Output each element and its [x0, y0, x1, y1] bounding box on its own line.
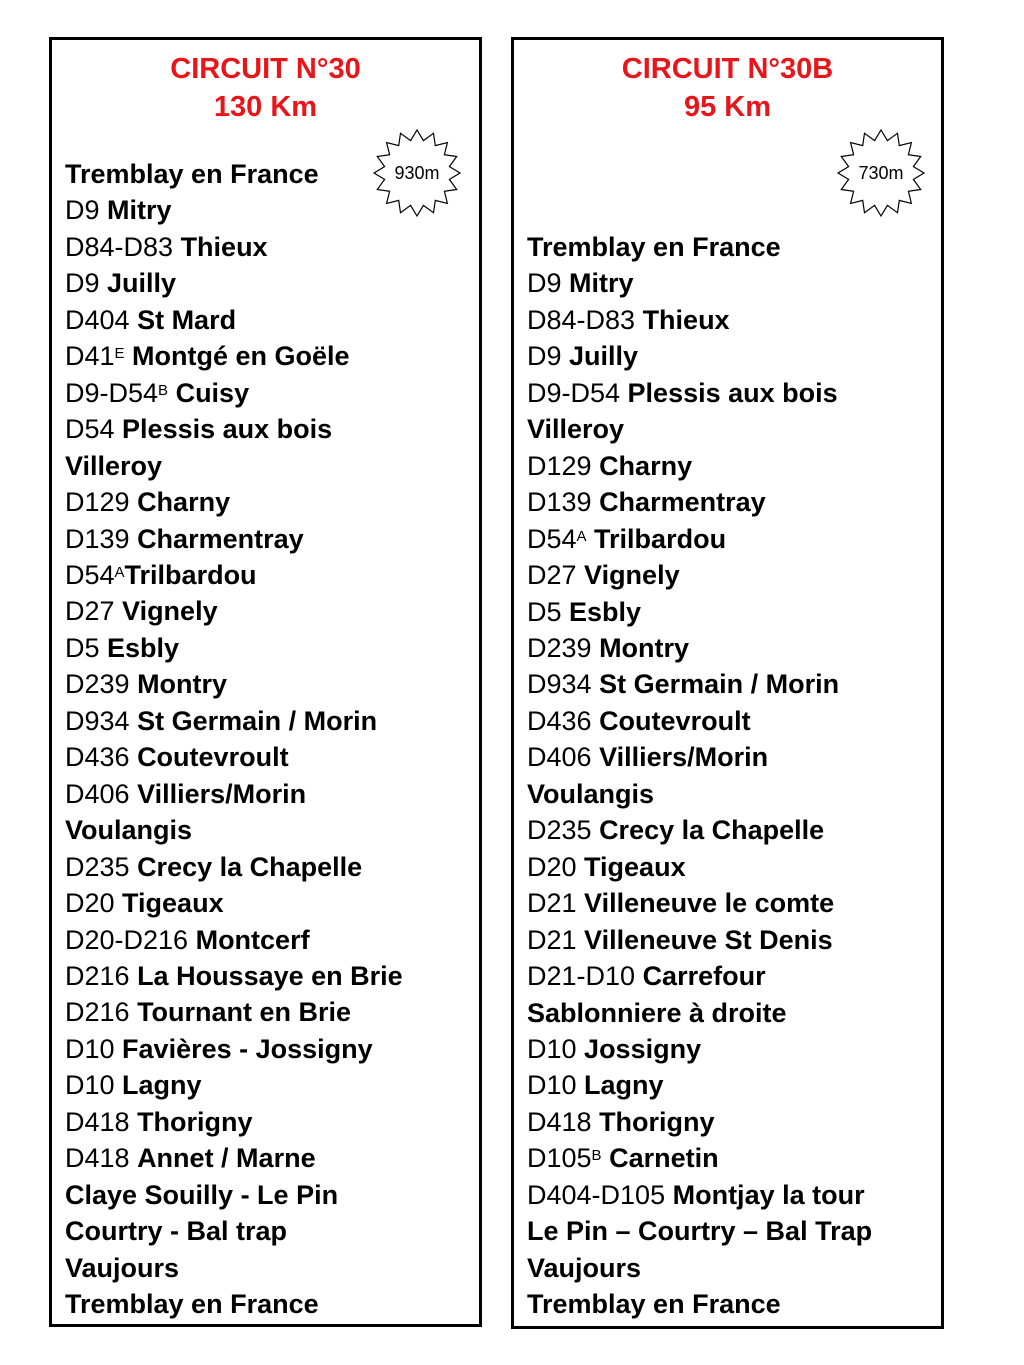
road-number: D9-D54	[527, 377, 628, 408]
route-step	[527, 265, 872, 301]
road-number: D20	[65, 888, 123, 919]
circuit-number: CIRCUIT N°30	[170, 53, 361, 85]
road-number: D436	[65, 742, 138, 773]
road-number: D21-D10	[527, 961, 643, 992]
place-name: Thorigny	[137, 1106, 253, 1137]
circuit-title	[52, 50, 479, 126]
place-name: Lagny	[122, 1070, 202, 1101]
road-number: D406	[527, 742, 600, 773]
circuit-30-panel	[49, 37, 482, 1327]
place-name: Carnetin	[601, 1143, 719, 1174]
route-step	[65, 958, 403, 994]
road-number: D404	[65, 304, 138, 335]
place-name: Tigeaux	[584, 851, 686, 882]
route-step	[527, 776, 872, 812]
road-number: D239	[65, 669, 138, 700]
route-step	[527, 1250, 872, 1286]
road-suffix: B	[158, 381, 169, 399]
altitude-label: 930m	[394, 162, 440, 183]
place-name: Tremblay en France	[527, 1289, 781, 1320]
road-number: D10	[527, 1070, 585, 1101]
route-step	[65, 849, 403, 885]
place-name: Cuisy	[168, 377, 250, 408]
altitude-badge	[836, 128, 926, 218]
place-name: Villeneuve le comte	[584, 888, 835, 919]
road-number: D10	[527, 1033, 585, 1064]
road-number: D105	[527, 1143, 592, 1174]
road-number: D10	[65, 1033, 123, 1064]
place-name: Vaujours	[65, 1252, 180, 1283]
route-step	[65, 484, 403, 520]
road-number: D129	[527, 450, 600, 481]
road-number: D27	[65, 596, 123, 627]
road-number: D27	[527, 560, 585, 591]
road-number: D239	[527, 632, 600, 663]
place-name: St Germain / Morin	[137, 705, 378, 736]
route-step	[527, 594, 872, 630]
place-name: Plessis aux bois	[122, 414, 333, 445]
route-step	[65, 521, 403, 557]
route-step	[527, 885, 872, 921]
place-name: Montry	[599, 632, 690, 663]
altitude-label: 730m	[858, 162, 904, 183]
road-number: D21	[527, 888, 585, 919]
place-name: Esbly	[569, 596, 642, 627]
place-name: Trilbardou	[586, 523, 727, 554]
place-name: La Houssaye en Brie	[137, 960, 403, 991]
route-step	[527, 338, 872, 374]
route-step	[527, 1067, 872, 1103]
route-step	[527, 812, 872, 848]
route-step	[65, 593, 403, 629]
place-name: St Germain / Morin	[599, 669, 840, 700]
route-step	[65, 375, 403, 411]
route-step	[65, 703, 403, 739]
road-number: D9-D54	[65, 377, 159, 408]
road-number: D10	[65, 1070, 123, 1101]
road-suffix: A	[114, 563, 125, 581]
road-number: D54	[527, 523, 577, 554]
place-name: Montgé en Goële	[124, 341, 350, 372]
place-name: Annet / Marne	[137, 1143, 316, 1174]
route-step	[527, 630, 872, 666]
place-name: Claye Souilly - Le Pin	[65, 1179, 339, 1210]
place-name: Tremblay en France	[65, 159, 319, 189]
place-name: Thieux	[180, 231, 268, 262]
route-step	[527, 958, 872, 994]
place-name: Mitry	[107, 195, 172, 226]
route-step	[527, 375, 872, 411]
place-name: Montry	[137, 669, 228, 700]
place-name: Tremblay en France	[527, 232, 781, 262]
route-step	[65, 1286, 403, 1322]
route-step	[65, 812, 403, 848]
route-step	[527, 302, 872, 338]
place-name: Vaujours	[527, 1252, 642, 1283]
road-number: D216	[65, 997, 138, 1028]
route-step	[527, 484, 872, 520]
place-name: Villeroy	[65, 450, 163, 481]
road-number: D406	[65, 778, 138, 809]
place-name: Coutevroult	[137, 742, 289, 773]
route-step	[65, 338, 403, 374]
road-number: D129	[65, 487, 138, 518]
place-name: Montjay la tour	[672, 1179, 865, 1210]
place-name: Lagny	[584, 1070, 664, 1101]
route-step	[527, 1213, 872, 1249]
place-name: Charny	[599, 450, 693, 481]
route-step	[65, 265, 403, 301]
route-step	[527, 922, 872, 958]
route-step	[65, 885, 403, 921]
place-name: Favières - Jossigny	[122, 1033, 373, 1064]
road-number: D5	[527, 596, 570, 627]
route-step	[65, 776, 403, 812]
road-number: D84-D83	[65, 231, 181, 262]
route-step	[65, 302, 403, 338]
road-number: D20-D216	[65, 924, 196, 955]
place-name: Thieux	[642, 304, 730, 335]
circuit-30b-panel	[511, 37, 944, 1329]
route-step	[527, 703, 872, 739]
road-number: D418	[65, 1106, 138, 1137]
road-number: D5	[65, 632, 108, 663]
road-number: D139	[65, 523, 138, 554]
circuit-number: CIRCUIT N°30B	[621, 53, 834, 85]
route-step	[527, 1177, 872, 1213]
place-name: Voulangis	[527, 778, 655, 809]
place-name: Charmentray	[599, 487, 766, 518]
road-number: D418	[65, 1143, 138, 1174]
place-name: Tigeaux	[122, 888, 224, 919]
road-number: D139	[527, 487, 600, 518]
place-name: Thorigny	[599, 1106, 715, 1137]
route-step	[527, 1104, 872, 1140]
road-number: D418	[527, 1106, 600, 1137]
place-name: Crecy la Chapelle	[599, 815, 825, 846]
route-step	[65, 922, 403, 958]
route-step	[527, 229, 872, 265]
route-step	[65, 557, 403, 593]
route-step	[527, 1031, 872, 1067]
route-step	[527, 521, 872, 557]
place-name: Vignely	[584, 560, 680, 591]
road-suffix: A	[576, 527, 587, 545]
route-step	[527, 557, 872, 593]
road-number: D54	[65, 559, 115, 590]
place-name: Charmentray	[137, 523, 304, 554]
place-name: Charny	[137, 487, 231, 518]
place-name: Courtry - Bal trap	[65, 1216, 288, 1247]
place-name: Coutevroult	[599, 705, 751, 736]
place-name: Plessis aux bois	[627, 377, 838, 408]
road-number: D934	[527, 669, 600, 700]
route-step	[527, 739, 872, 775]
place-name: Villiers/Morin	[599, 742, 769, 773]
place-name: Villeroy	[527, 414, 625, 445]
circuit-distance: 130 Km	[213, 91, 318, 123]
route-step	[65, 1213, 403, 1249]
road-number: D436	[527, 705, 600, 736]
road-number: D9	[65, 268, 108, 299]
road-suffix: B	[591, 1147, 602, 1165]
road-number: D235	[65, 851, 138, 882]
route-list	[527, 229, 872, 1323]
place-name: Mitry	[569, 268, 634, 299]
place-name: Juilly	[107, 268, 177, 299]
place-name: Voulangis	[65, 815, 193, 846]
route-step	[527, 666, 872, 702]
road-number: D41	[65, 341, 115, 372]
road-number: D84-D83	[527, 304, 643, 335]
route-step	[65, 1031, 403, 1067]
road-number: D934	[65, 705, 138, 736]
route-step	[527, 448, 872, 484]
road-number: D9	[527, 341, 570, 372]
route-step	[527, 1140, 872, 1176]
place-name: Montcerf	[195, 924, 310, 955]
route-step	[527, 849, 872, 885]
place-name: Tremblay en France	[65, 1289, 319, 1320]
route-step	[527, 1286, 872, 1322]
place-name: Carrefour	[642, 961, 766, 992]
route-step	[527, 995, 872, 1031]
route-step	[65, 229, 403, 265]
road-number: D9	[527, 268, 570, 299]
route-step	[65, 1177, 403, 1213]
route-step	[65, 1140, 403, 1176]
circuit-distance: 95 Km	[683, 91, 772, 123]
place-name: Sablonniere à droite	[527, 997, 787, 1028]
route-step	[65, 739, 403, 775]
route-list	[65, 156, 403, 1323]
route-step	[65, 156, 403, 192]
road-number: D21	[527, 924, 585, 955]
road-number: D20	[527, 851, 585, 882]
place-name: Vignely	[122, 596, 218, 627]
place-name: Villiers/Morin	[137, 778, 307, 809]
road-number: D216	[65, 960, 138, 991]
route-step	[65, 666, 403, 702]
circuit-title	[514, 50, 941, 126]
road-number: D54	[65, 414, 123, 445]
route-step	[65, 448, 403, 484]
road-number: D9	[65, 195, 108, 226]
route-step	[527, 411, 872, 447]
place-name: Tournant en Brie	[137, 997, 352, 1028]
road-number: D404-D105	[527, 1179, 673, 1210]
place-name: Le Pin – Courtry – Bal Trap	[527, 1216, 873, 1247]
place-name: Esbly	[107, 632, 180, 663]
place-name: Trilbardou	[124, 559, 257, 590]
place-name: Juilly	[569, 341, 639, 372]
route-step	[65, 1067, 403, 1103]
place-name: St Mard	[137, 304, 237, 335]
route-step	[65, 411, 403, 447]
place-name: Crecy la Chapelle	[137, 851, 363, 882]
road-number: D235	[527, 815, 600, 846]
route-step	[65, 630, 403, 666]
place-name: Jossigny	[584, 1033, 702, 1064]
road-suffix: E	[114, 345, 125, 363]
route-step	[65, 994, 403, 1030]
route-step	[65, 1104, 403, 1140]
route-step	[65, 1250, 403, 1286]
route-step	[65, 192, 403, 228]
place-name: Villeneuve St Denis	[584, 924, 833, 955]
